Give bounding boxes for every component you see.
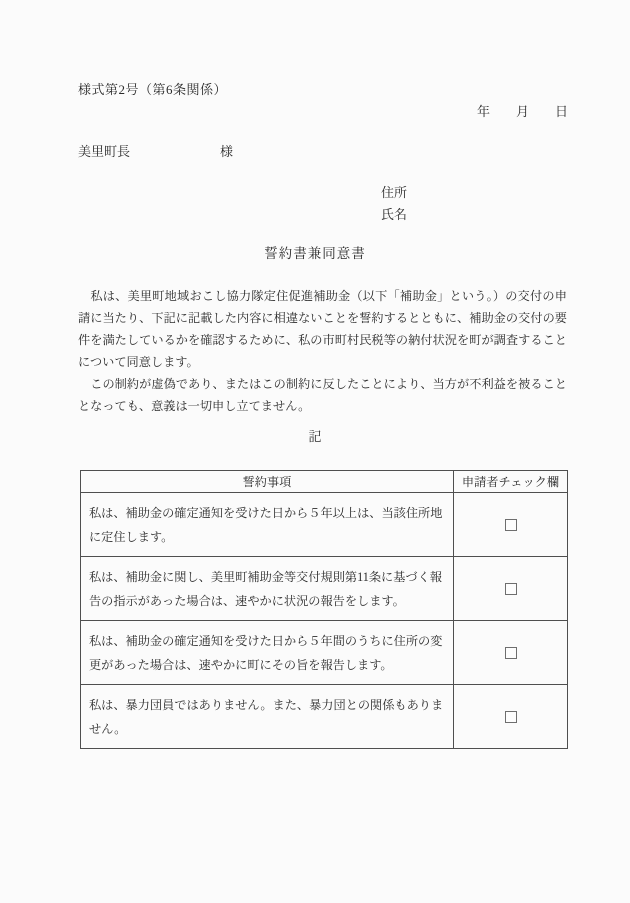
pledge-text-antisocial: 私は、暴力団員ではありません。また、暴力団との関係もありません。 bbox=[81, 685, 454, 749]
consent-paragraph: 私は、美里町地域おこし協力隊定住促進補助金（以下「補助金」という。）の交付の申請に当たり、下記に記載した内容に相違ないことを誓約するとともに、補助金の交付の要件を満たしているかを確認するために、私の市町村民税等の納付状況を町が調査することについて同意します。 bbox=[78, 289, 567, 369]
addressee-line bbox=[78, 141, 233, 160]
address-label: 住所 bbox=[381, 185, 408, 200]
checkbox-cell bbox=[454, 621, 568, 685]
table-row bbox=[81, 621, 568, 685]
addressee-name: 美里町長 bbox=[78, 144, 131, 159]
checkbox-cell bbox=[454, 493, 568, 557]
record-marker: 記 bbox=[308, 429, 322, 444]
pledge-text-residency: 私は、補助金の確定通知を受けた日から５年以上は、当該住所地に定住します。 bbox=[81, 493, 454, 557]
name-label: 氏名 bbox=[381, 207, 408, 222]
no-objection-paragraph: この制約が虚偽であり、またはこの制約に反したことにより、当方が不利益を被ることとなっても、意義は一切申し立てません。 bbox=[78, 377, 567, 413]
applicant-checkbox[interactable] bbox=[505, 647, 517, 659]
addressee-honorific: 様 bbox=[220, 144, 234, 159]
pledge-text-reporting: 私は、補助金に関し、美里町補助金等交付規則第11条に基づく報告の指示があった場合は、速やかに状況の報告をします。 bbox=[81, 557, 454, 621]
applicant-checkbox[interactable] bbox=[505, 711, 517, 723]
table-row bbox=[81, 557, 568, 621]
header-applicant-check: 申請者チェック欄 bbox=[454, 471, 568, 493]
pledge-table bbox=[80, 470, 568, 749]
applicant-checkbox[interactable] bbox=[505, 583, 517, 595]
date-line: 年 月 日 bbox=[476, 104, 568, 119]
document-title: 誓約書兼同意書 bbox=[264, 246, 366, 261]
addressee-blank-space bbox=[130, 141, 220, 160]
checkbox-cell bbox=[454, 557, 568, 621]
table-header-row bbox=[81, 471, 568, 493]
header-pledge-items: 誓約事項 bbox=[81, 471, 454, 493]
table-row bbox=[81, 685, 568, 749]
form-number-label: 様式第2号（第6条関係） bbox=[78, 82, 228, 97]
pledge-text-address-change: 私は、補助金の確定通知を受けた日から５年間のうちに住所の変更があった場合は、速やかに町にその旨を報告します。 bbox=[81, 621, 454, 685]
body-paragraphs bbox=[78, 285, 567, 417]
applicant-info-block bbox=[381, 182, 407, 226]
checkbox-cell bbox=[454, 685, 568, 749]
applicant-checkbox[interactable] bbox=[505, 519, 517, 531]
table-row bbox=[81, 493, 568, 557]
